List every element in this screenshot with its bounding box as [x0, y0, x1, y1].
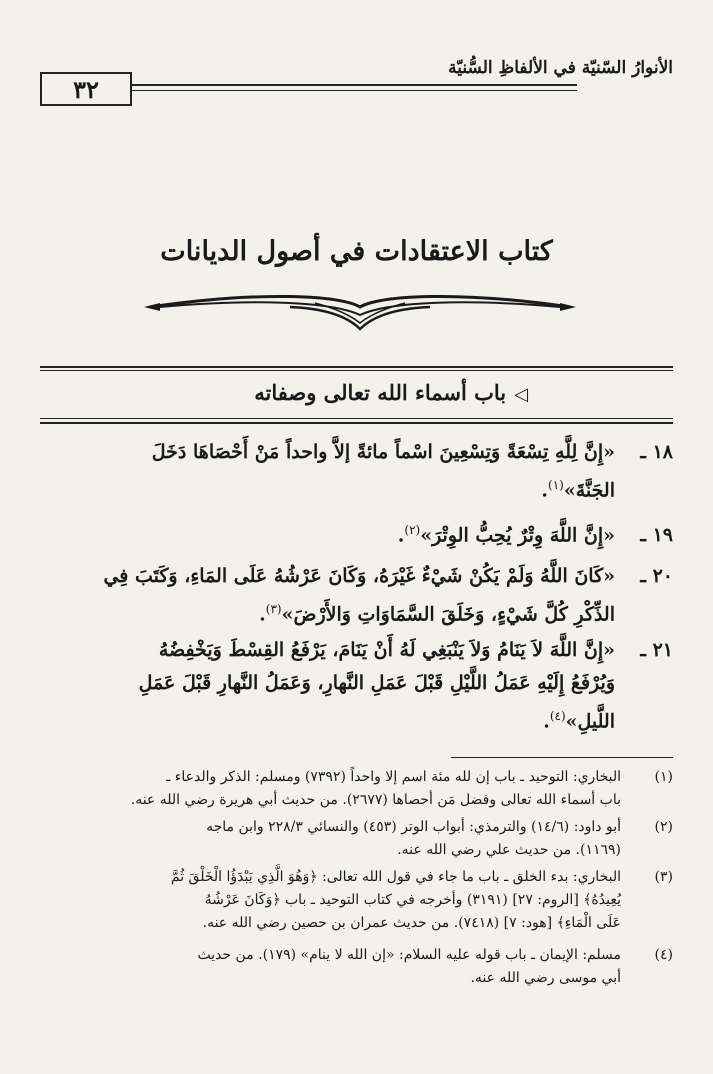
footnote-ref: (٣)	[265, 602, 282, 616]
running-title: الأنوارُ السّنيّة في الألفاظِ السُّنيّة	[448, 58, 673, 78]
hadith-line: الجَنَّةَ»	[563, 479, 615, 502]
hadith-number: ١٨ ـ	[640, 441, 673, 463]
footnote-line: (١١٦٩). من حديث علي رضي الله عنه.	[397, 842, 621, 858]
footnote	[40, 766, 673, 812]
hadith-text-continued	[40, 700, 673, 738]
hadith-tail: .	[259, 603, 266, 626]
hadith-text: «إِنَّ اللَّهَ وِتْرٌ يُحِبُّ الوِتْرَ»	[420, 524, 615, 547]
hadith-item	[40, 514, 673, 552]
hadith-item	[40, 560, 673, 631]
chapter-heading	[254, 380, 528, 405]
footnote-number: (٣)	[654, 869, 673, 885]
hadith-line: اللَّيلِ»	[565, 710, 615, 733]
footnote	[40, 944, 673, 990]
footnote-ref: (٢)	[404, 523, 421, 537]
footnote-line: باب أسماء الله تعالى وفضل مَن أحصاها (٢٦٧٧). من حديث أبي هريرة رضي الله عنه.	[130, 792, 621, 808]
footnote-number: (٢)	[654, 819, 673, 835]
title-ornament-icon	[140, 285, 580, 335]
hadith-item	[40, 634, 673, 738]
hadith-text: «إِنَّ لِلَّهِ تِسْعَةً وَتِسْعِينَ اسْماً مائةً إلاَّ واحداً مَنْ أَحْصَاهَا دَخَلَ	[151, 441, 615, 463]
hadith-text-continued	[40, 593, 673, 631]
chapter-rule-top-thin	[40, 370, 673, 371]
hadith-tail: .	[397, 524, 405, 547]
footnote	[40, 866, 673, 935]
footnote	[40, 816, 673, 862]
hadith-line: الذِّكْرِ كُلَّ شَيْءٍ، وَخَلَقَ السَّمَاوَاتِ وَالأَرْضَ»	[281, 603, 615, 626]
footnote-line: أبو داود: (١٤/٦) والترمذي: أبواب الوتر (٤٥٣) والنسائي ٢٢٨/٣ وابن ماجه	[206, 819, 621, 835]
footnote-line: البخاري: بدء الخلق ـ باب ما جاء في قول الله تعالى: ﴿وَهُوَ الَّذِي يَبْدَؤُا الْخَلْقَ ثُمَّ	[170, 869, 621, 885]
footnote-line: مسلم: الإيمان ـ باب قوله عليه السلام: «إن الله لا ينام» (١٧٩). من حديث	[197, 947, 621, 963]
chapter-rule-bottom	[40, 422, 673, 424]
hadith-text-continued	[40, 469, 673, 507]
hadith-line: وَيُرْفَعُ إِلَيْهِ عَمَلُ اللَّيْلِ قَبْلَ عَمَلِ النَّهارِ، وَعَمَلُ النَّهارِ قَبْلَ عَمَلِ	[138, 672, 615, 694]
chapter-title: باب أسماء الله تعالى وصفاته	[254, 380, 507, 405]
footnote-line: عَلَى الْمَاءِ﴾ [هود: ٧] (٧٤١٨). من حديث عمران بن حصين رضي الله عنه.	[202, 915, 621, 931]
footnote-line: أبي موسى رضي الله عنه.	[470, 970, 621, 986]
hadith-text-continued	[40, 667, 673, 700]
hadith-number: ١٩ ـ	[640, 524, 673, 547]
hadith-text: «كَانَ اللَّهُ وَلَمْ يَكُنْ شَيْءٌ غَيْرَهُ، وَكَانَ عَرْشُهُ عَلَى المَاءِ، وَكَتَبَ فِي	[103, 565, 615, 587]
footnote-number: (١)	[654, 769, 673, 785]
footnote-ref: (٤)	[549, 709, 566, 723]
book-title: كتاب الاعتقادات في أصول الديانات	[160, 236, 553, 267]
chapter-rule-bottom-thin	[40, 418, 673, 419]
footnote-ref: (١)	[548, 478, 564, 492]
hadith-text: «إِنَّ اللَّهَ لاَ يَنَامُ وَلاَ يَنْبَغِي لَهُ أَنْ يَنَامَ، يَرْفَعُ القِسْطَ وَيَخْفِضُهُ	[158, 639, 615, 661]
chapter-rule-top	[40, 366, 673, 368]
hadith-tail: .	[541, 479, 549, 502]
footnote-number: (٤)	[654, 947, 673, 963]
footnote-line: يُعِيدُهُ﴾ [الروم: ٢٧] (٣١٩١) وأخرجه في كتاب التوحيد ـ باب ﴿وَكَانَ عَرْشُهُ	[204, 892, 621, 908]
chapter-arrow-icon: ◁	[514, 384, 528, 405]
footnote-line: البخاري: التوحيد ـ باب إن لله مئة اسم إلا واحداً (٧٣٩٢) ومسلم: الذكر والدعاء ـ	[166, 769, 621, 785]
page-number: ٣٢	[40, 72, 132, 106]
hadith-item	[40, 436, 673, 507]
hadith-number: ٢٠ ـ	[640, 565, 673, 587]
footnote-separator	[451, 757, 673, 758]
hadith-tail: .	[543, 710, 550, 733]
hadith-number: ٢١ ـ	[640, 639, 673, 661]
